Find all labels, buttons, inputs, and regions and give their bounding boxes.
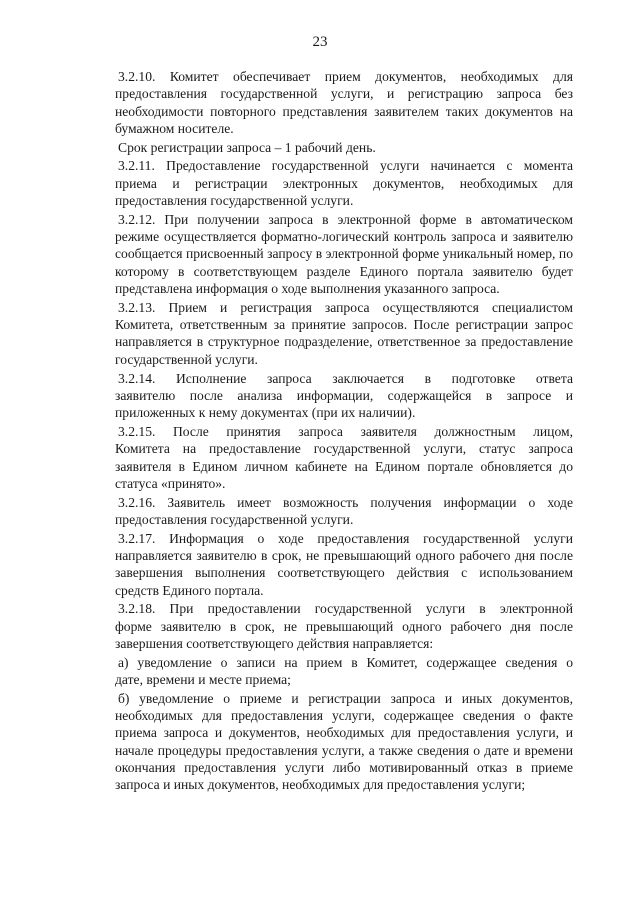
paragraph-3-2-13 (115, 299, 573, 368)
paragraph-3-2-18 (115, 600, 573, 652)
paragraph-text: Комитета на предоставление государственной услуги, статус запроса заявителя в Едином личном кабинете на Едином портале обновляется до статуса «принято». (115, 441, 573, 491)
paragraph-first-line: 3.2.10. Комитет обеспечивает прием документов, необходимых для (118, 69, 573, 84)
paragraph-3-2-10 (115, 68, 573, 137)
paragraph-text: Комитета, ответственным за принятие запросов. После регистрации запрос направляется в структурное подразделение, ответственное за предоставление государственной услуги. (115, 317, 573, 367)
paragraph-3-2-14 (115, 370, 573, 422)
paragraph-item-a (115, 654, 573, 689)
paragraph-text: предоставления государственной услуги, и регистрацию запроса без необходимости повторного представления заявителем таких документов на бумажном носителе. (115, 86, 573, 136)
paragraph-text: направляется заявителю в срок, не превышающий одного рабочего дня после завершения выполнения соответствующего действия с использованием средств Единого портала. (115, 548, 573, 598)
paragraph-text: форме заявителю в срок, не превышающий одного рабочего дня после завершения соответствующего действия направляется: (115, 618, 573, 651)
paragraph-registration-term (115, 139, 573, 156)
paragraph-3-2-15 (115, 423, 573, 492)
paragraph-text: необходимых для предоставления услуги, содержащее сведения о факте приема запроса и документов, необходимых для предоставления услуги, и начале процедуры предоставления услуги, а также сведения о дате и времени окончания предоставления услуги либо мотивированный отказ в приеме запроса и иных документов, необходимых для предоставления услуги; (115, 708, 573, 793)
paragraph-first-line: б) уведомление о приеме и регистрации запроса и иных документов, (118, 690, 573, 706)
document-body (115, 68, 573, 795)
paragraph-3-2-16 (115, 494, 573, 529)
paragraph-first-line: 3.2.12. При получении запроса в электронной форме в автоматическом (118, 211, 573, 227)
page-number: 23 (312, 34, 328, 50)
paragraph-first-line: 3.2.16. Заявитель имеет возможность получения информации о ходе (118, 494, 573, 510)
paragraph-first-line: 3.2.15. После принятия запроса заявителя должностным лицом, (118, 423, 573, 439)
paragraph-first-line: 3.2.14. Исполнение запроса заключается в подготовке ответа (118, 370, 573, 386)
paragraph-first-line: 3.2.13. Прием и регистрация запроса осуществляются специалистом (118, 299, 573, 315)
paragraph-item-b (115, 690, 573, 794)
paragraph-text: приема и регистрации электронных документов, необходимых для предоставления государственной услуги. (115, 175, 573, 209)
paragraph-first-line: 3.2.17. Информация о ходе предоставления государственной услуги (118, 530, 573, 546)
paragraph-text: режиме осуществляется форматно-логический контроль запроса и заявителю сообщается присвоенный запросу в электронной форме уникальный номер, по которому в соответствующем разделе Единого портала заявителю будет представлена информация о ходе выполнения указанного запроса. (115, 229, 573, 297)
paragraph-text: предоставления государственной услуги. (115, 511, 354, 527)
paragraph-3-2-17 (115, 530, 573, 599)
paragraph-3-2-11 (115, 157, 573, 209)
paragraph-first-line: Срок регистрации запроса – 1 рабочий день. (118, 139, 376, 155)
paragraph-first-line: 3.2.18. При предоставлении государственной услуги в электронной (118, 601, 573, 617)
paragraph-first-line: а) уведомление о записи на прием в Комитет, содержащее сведения о (118, 654, 573, 670)
paragraph-text: заявителю после анализа информации, содержащейся в запросе и приложенных к нему документах (при их наличии). (115, 387, 573, 421)
paragraph-first-line: 3.2.11. Предоставление государственной услуги начинается с момента (118, 158, 573, 174)
paragraph-3-2-12 (115, 211, 573, 297)
paragraph-text: дате, времени и месте приема; (115, 672, 291, 688)
